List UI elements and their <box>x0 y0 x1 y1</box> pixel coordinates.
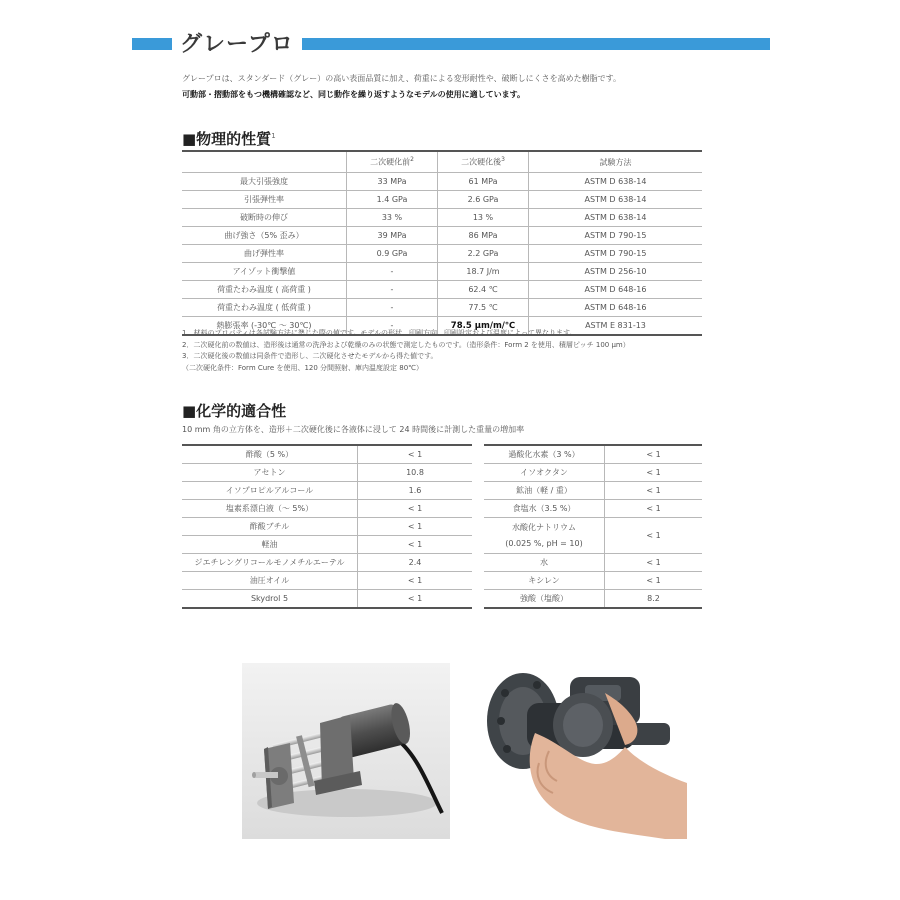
chemical-name-cell: 過酸化水素（3 %） <box>484 445 605 464</box>
section-title-chemical: ■化学的適合性 <box>182 402 287 420</box>
table-row <box>484 464 702 482</box>
table-row <box>484 518 702 554</box>
test-method-cell: ASTM E 831-13 <box>529 317 703 336</box>
property-value-cell: 18.7 J/m <box>438 263 529 281</box>
weight-increase-cell: < 1 <box>605 518 703 554</box>
chemical-name-cell: ジエチレングリコールモノメチルエーテル <box>182 554 358 572</box>
weight-increase-cell: 1.6 <box>358 482 473 500</box>
header-accent-bar-right <box>302 38 770 50</box>
table-row <box>484 500 702 518</box>
table-row <box>182 536 472 554</box>
table-row <box>182 554 472 572</box>
footnotes <box>182 328 630 374</box>
physical-properties-table <box>182 150 702 336</box>
property-value-cell: 13 % <box>438 209 529 227</box>
table-row <box>182 191 702 209</box>
intro-text-bold: 可動部・摺動部をもつ機構確認など、同じ動作を繰り返すようなモデルの使用に適しています。 <box>182 90 525 99</box>
test-method-cell: ASTM D 638-14 <box>529 191 703 209</box>
weight-increase-cell: < 1 <box>605 445 703 464</box>
property-value-cell: 61 MPa <box>438 173 529 191</box>
footnote-marker: 1 <box>271 132 276 140</box>
property-value-cell: - <box>347 317 438 336</box>
chemical-name-cell: 酢酸（5 %） <box>182 445 358 464</box>
hand-holding-part-photo <box>465 663 687 839</box>
chemical-name-cell: 食塩水（3.5 %） <box>484 500 605 518</box>
footnote: （二次硬化条件：Form Cure を使用、120 分間照射、庫内温度設定 80℃） <box>182 363 424 372</box>
chemical-name-cell: 水酸化ナトリウム (0.025 %, pH = 10) <box>484 518 605 554</box>
table-row <box>182 263 702 281</box>
table-header-row <box>182 151 702 173</box>
property-name-cell: 曲げ弾性率 <box>182 245 347 263</box>
chemical-table-right <box>484 444 702 609</box>
section-title-text: ■物理的性質 <box>182 130 272 148</box>
mechanism-product-photo <box>242 663 450 839</box>
weight-increase-cell: < 1 <box>605 572 703 590</box>
weight-increase-cell: < 1 <box>605 464 703 482</box>
weight-increase-cell: < 1 <box>358 590 473 609</box>
table-row <box>182 500 472 518</box>
property-name-cell: 荷重たわみ温度 ( 高荷重 ) <box>182 281 347 299</box>
property-value-cell: 1.4 GPa <box>347 191 438 209</box>
table-row <box>182 445 472 464</box>
chemical-name-cell: 強酸（塩酸） <box>484 590 605 609</box>
property-value-cell: 62.4 ℃ <box>438 281 529 299</box>
table-row <box>182 464 472 482</box>
property-name-cell: アイゾット衝撃値 <box>182 263 347 281</box>
weight-increase-cell: < 1 <box>358 572 473 590</box>
test-method-cell: ASTM D 648-16 <box>529 281 703 299</box>
table-row <box>484 554 702 572</box>
property-value-cell: 2.6 GPa <box>438 191 529 209</box>
chemical-name-cell: 水 <box>484 554 605 572</box>
column-header: 二次硬化前$^2$ <box>347 151 438 173</box>
property-value-cell: - <box>347 299 438 317</box>
test-method-cell: ASTM D 790-15 <box>529 227 703 245</box>
chemical-name-cell: キシレン <box>484 572 605 590</box>
property-name-cell: 熱膨張率 (-30℃ ～ 30℃) <box>182 317 347 336</box>
test-method-cell: ASTM D 638-14 <box>529 209 703 227</box>
property-value-cell: 86 MPa <box>438 227 529 245</box>
chemical-name-cell: アセトン <box>182 464 358 482</box>
property-name-cell: 破断時の伸び <box>182 209 347 227</box>
column-header <box>182 151 347 173</box>
column-header: 二次硬化後$^3$ <box>438 151 529 173</box>
chemical-name-cell: 塩素系漂白液（～ 5%） <box>182 500 358 518</box>
table-row <box>484 445 702 464</box>
table-row <box>484 590 702 609</box>
chemical-table-left <box>182 444 472 609</box>
intro-text: グレープロは、スタンダード（グレー）の高い表面品質に加え、荷重による変形耐性や、破断しにくさを高めた樹脂です。 <box>182 74 621 83</box>
property-value-cell: 77.5 ℃ <box>438 299 529 317</box>
property-value-cell: - <box>347 281 438 299</box>
weight-increase-cell: < 1 <box>605 500 703 518</box>
weight-increase-cell: 10.8 <box>358 464 473 482</box>
table-row <box>182 173 702 191</box>
property-name-cell: 曲げ強さ（5% 歪み） <box>182 227 347 245</box>
footnote: 1．材料のプロパティは各試験方法に準じた際の値です。モデルの形状、印刷方向、印刷設定および温度によって異なります。 <box>182 329 577 337</box>
header-accent-bar-left <box>132 38 172 50</box>
table-row <box>182 227 702 245</box>
property-name-cell: 最大引張強度 <box>182 173 347 191</box>
table-row <box>182 245 702 263</box>
column-header: 試験方法 <box>529 151 703 173</box>
table-row <box>182 482 472 500</box>
test-method-cell: ASTM D 790-15 <box>529 245 703 263</box>
weight-increase-cell: < 1 <box>358 500 473 518</box>
table-row <box>182 299 702 317</box>
test-method-cell: ASTM D 256-10 <box>529 263 703 281</box>
weight-increase-cell: < 1 <box>605 482 703 500</box>
property-value-cell: - <box>347 263 438 281</box>
chemical-name-cell: イソプロピルアルコール <box>182 482 358 500</box>
weight-increase-cell: 2.4 <box>358 554 473 572</box>
footnote: 3．二次硬化後の数値は同条件で造形し、二次硬化させたモデルから得た値です。 <box>182 352 438 361</box>
chemical-name-cell: 軽油 <box>182 536 358 554</box>
chemical-name-cell: 油圧オイル <box>182 572 358 590</box>
table-row <box>182 590 472 609</box>
chemical-name-cell: 酢酸ブチル <box>182 518 358 536</box>
test-method-cell: ASTM D 638-14 <box>529 173 703 191</box>
property-name-cell: 荷重たわみ温度 ( 低荷重 ) <box>182 299 347 317</box>
property-value-cell: 78.5 μm/m/℃ <box>438 317 529 336</box>
weight-increase-cell: < 1 <box>358 445 473 464</box>
chemical-name-cell: Skydrol 5 <box>182 590 358 609</box>
page-title: グレープロ <box>180 32 294 57</box>
property-value-cell: 33 MPa <box>347 173 438 191</box>
property-value-cell: 33 % <box>347 209 438 227</box>
weight-increase-cell: 8.2 <box>605 590 703 609</box>
property-value-cell: 39 MPa <box>347 227 438 245</box>
table-row <box>182 209 702 227</box>
chemical-description: 10 mm 角の立方体を、造形＋二次硬化後に各液体に浸して 24 時間後に計測した重量の増加率 <box>182 425 525 434</box>
test-method-cell: ASTM D 648-16 <box>529 299 703 317</box>
property-name-cell: 引張弾性率 <box>182 191 347 209</box>
table-row <box>182 281 702 299</box>
property-value-cell: 0.9 GPa <box>347 245 438 263</box>
footnote: 2．二次硬化前の数値は、造形後は通常の洗浄および乾燥のみの状態で測定したものです。（造形条件：Form 2 を使用、積層ピッチ 100 μm） <box>182 340 630 349</box>
chemical-name-cell: イソオクタン <box>484 464 605 482</box>
table-row <box>484 572 702 590</box>
weight-increase-cell: < 1 <box>358 518 473 536</box>
weight-increase-cell: < 1 <box>605 554 703 572</box>
section-title-physical <box>182 128 276 149</box>
table-row <box>182 572 472 590</box>
table-row <box>484 482 702 500</box>
table-row <box>182 518 472 536</box>
weight-increase-cell: < 1 <box>358 536 473 554</box>
chemical-name-cell: 鉱油（軽 / 重） <box>484 482 605 500</box>
property-value-cell: 2.2 GPa <box>438 245 529 263</box>
